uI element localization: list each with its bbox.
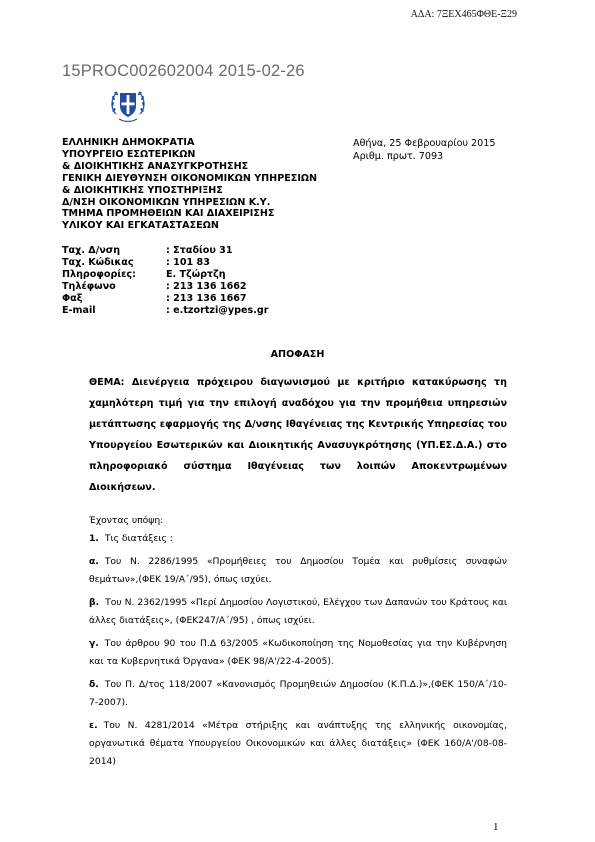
letterhead — [62, 137, 317, 232]
list-item — [89, 717, 507, 771]
contact-value: : 213 136 1662 — [166, 280, 247, 292]
list-item — [89, 635, 507, 671]
contact-value: : 101 83 — [166, 256, 210, 268]
subject-paragraph: ΘΕΜΑ: Διενέργεια πρόχειρου διαγωνισμού με κριτήριο κατακύρωσης τη χαμηλότερη τιμή για την επιλογή αναδόχου για την προμήθεια υπηρεσιών μετάπτωσης εφαρμογής της Δ/νσης Ιθαγένειας της Κεντρικής Υπηρεσίας του Υπουργείου Εσωτερικών και Διοικητικής Ανασυγκρότησης (ΥΠ.ΕΣ.Δ.Α.) στο πληροφοριακό σύστημα Ιθαγένειας των λοιπών Αποκεντρωμένων Διοικήσεων. — [89, 377, 507, 493]
letterhead-line: ΕΛΛΗΝΙΚΗ ΔΗΜΟΚΡΑΤΙΑ — [62, 137, 195, 148]
list-marker: β. — [89, 597, 100, 608]
contact-phone-row — [62, 281, 268, 293]
decision-title: ΑΠΟΦΑΣΗ — [270, 349, 325, 360]
letterhead-line: & ΔΙΟΙΚΗΤΙΚΗΣ ΑΝΑΣΥΓΚΡΟΤΗΣΗΣ — [62, 160, 249, 172]
list-item-text: Του άρθρου 90 του Π.Δ 63/2005 «Κωδικοποίηση της Νομοθεσίας για την Κυβέρνηση και τα Κυβερνητικά Όργανα» (ΦΕΚ 98/Α'/22-4-2005). — [89, 638, 507, 667]
list-item-text: Του Ν. 2362/1995 «Περί Δημοσίου Λογιστικού, Ελέγχου των Δαπανών του Κράτους και άλλες διατάξεις», (ΦΕΚ247/Α΄/95) , όπως ισχύει. — [89, 597, 507, 626]
provision-heading-text: Τις διατάξεις : — [104, 533, 173, 544]
contact-postcode-row — [62, 257, 268, 269]
list-marker: δ. — [89, 679, 99, 690]
contact-label: E-mail — [62, 304, 96, 316]
contact-info-row — [62, 269, 268, 281]
list-item — [89, 594, 507, 630]
list-item-text: Του Ν. 2286/1995 «Προμήθειες του Δημοσίου Τομέα και ρυθμίσεις συναφών θεμάτων»,(ΦΕΚ 19/Α΄/95), όπως ισχύει. — [89, 556, 507, 585]
list-marker: ε. — [89, 720, 98, 731]
list-item-text: Του Π. Δ/τος 118/2007 «Κανονισμός Προμηθειών Δημοσίου (Κ.Π.Δ.)»,(ΦΕΚ 150/Α΄/10-7-2007). — [89, 679, 507, 708]
contact-label: Τηλέφωνο — [62, 280, 116, 292]
letterhead-line: & ΔΙΟΙΚΗΤΙΚΗΣ ΥΠΟΣΤΗΡΙΞΗΣ — [62, 184, 223, 196]
page-number: 1 — [493, 821, 499, 833]
date-protocol-block — [353, 137, 495, 163]
document-date: Αθήνα, 25 Φεβρουαρίου 2015 — [353, 138, 496, 149]
letterhead-line: ΥΠΟΥΡΓΕΙΟ ΕΣΩΤΕΡΙΚΩΝ — [62, 148, 196, 160]
contact-label: Ταχ. Δ/νση — [62, 245, 121, 256]
list-item-text: Του Ν. 4281/2014 «Μέτρα στήριξης και ανάπτυξης της ελληνικής οικονομίας, οργανωτικά θέματα Υπουργείου Οικονομικών και άλλες διατάξεις» (ΦΕΚ 160/Α'/08-08-2014) — [89, 720, 507, 767]
letterhead-line: Δ/ΝΣΗ ΟΙΚΟΝΟΜΙΚΩΝ ΥΠΗΡΕΣΙΩΝ Κ.Υ. — [62, 196, 271, 208]
provision-heading — [89, 530, 507, 548]
contact-label: Ταχ. Κώδικας — [62, 256, 134, 268]
contact-block — [62, 245, 268, 316]
contact-email-row — [62, 305, 268, 317]
greek-coat-of-arms-icon — [107, 84, 149, 126]
contact-fax-row — [62, 293, 268, 305]
contact-address-row — [62, 245, 268, 257]
protocol-number: Αριθμ. πρωτ. 7093 — [353, 151, 444, 162]
contact-value: : e.tzortzi@ypes.gr — [166, 304, 269, 316]
contact-value: : 213 136 1667 — [166, 292, 247, 304]
letterhead-line: ΤΜΗΜΑ ΠΡΟΜΗΘΕΙΩΝ ΚΑΙ ΔΙΑΧΕΙΡΙΣΗΣ — [62, 208, 275, 220]
letterhead-line: ΥΛΙΚΟΥ ΚΑΙ ΕΓΚΑΤΑΣΤΑΣΕΩΝ — [62, 220, 219, 232]
list-item — [89, 553, 507, 589]
list-marker: α. — [89, 556, 99, 567]
contact-label: Πληροφορίες: — [62, 268, 136, 280]
letterhead-line: ΓΕΝΙΚΗ ΔΙΕΥΘΥΝΣΗ ΟΙΚΟΝΟΜΙΚΩΝ ΥΠΗΡΕΣΙΩΝ — [62, 172, 318, 184]
contact-value: Ε. Τζώρτζη — [166, 268, 226, 280]
contact-label: Φαξ — [62, 292, 83, 304]
document-body — [89, 512, 507, 776]
list-marker: γ. — [89, 638, 99, 649]
list-item — [89, 676, 507, 712]
contact-value: : Σταδίου 31 — [166, 245, 233, 256]
provision-number: 1. — [89, 533, 99, 544]
intro-text: Έχοντας υπόψη: — [89, 515, 164, 526]
proc-code-stamp: 15PROC002602004 2015-02-26 — [62, 62, 305, 80]
ada-code: ΑΔΑ: 7ΞΕΧ465ΦΘΕ-Ξ29 — [410, 9, 517, 20]
